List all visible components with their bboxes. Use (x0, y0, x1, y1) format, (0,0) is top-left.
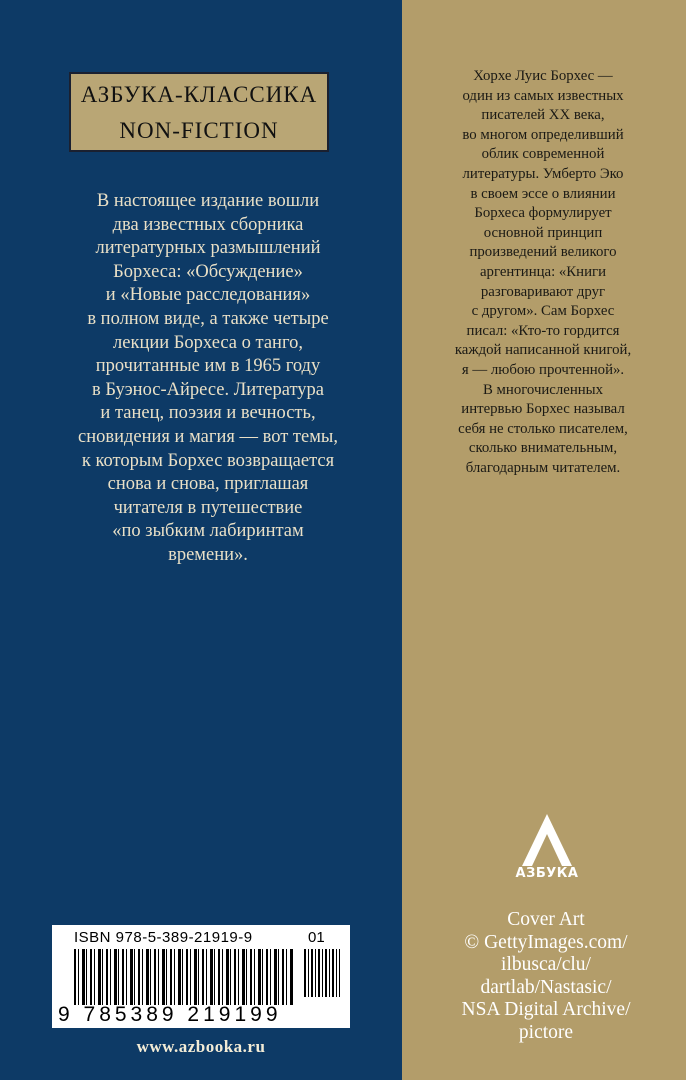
barcode-bars (74, 949, 294, 1005)
blurb-line: к которым Борхес возвращается (81, 450, 335, 471)
about-line: каждой написанной книгой, (454, 342, 632, 359)
series-label-box (69, 72, 329, 152)
about-line: в своем эссе о влиянии (470, 185, 616, 202)
blurb-line: и «Новые расследования» (105, 285, 311, 306)
about-line: с другом». Сам Борхес (471, 303, 615, 320)
about-line: благодарным читателем. (465, 459, 621, 476)
blurb-line: сновидения и магия — вот темы, (77, 426, 338, 447)
blurb-line: в полном виде, а также четыре (87, 308, 329, 329)
barcode-addon: 01 (308, 929, 325, 946)
blurb-line: два известных сборника (112, 214, 304, 235)
credit-line: pictore (518, 1021, 574, 1043)
credit-line: Cover Art (507, 909, 585, 930)
about-line: сколько внимательным, (468, 440, 618, 457)
book-blurb (34, 190, 382, 568)
about-line: литературы. Умберто Эко (462, 165, 624, 182)
about-line: Борхеса формулирует (474, 205, 612, 222)
about-line: В многочисленных (482, 381, 604, 398)
credit-line: ilbusca/clu/ (501, 954, 591, 975)
blurb-line: лекции Борхеса о танго, (113, 332, 303, 353)
blurb-line: В настоящее издание вошли (96, 191, 320, 211)
credit-line: NSA Digital Archive/ (461, 999, 631, 1020)
blurb-line: «по зыбким лабиринтам (112, 521, 304, 542)
about-line: облик современной (481, 146, 605, 163)
about-line: аргентинца: «Книги (479, 263, 607, 280)
about-line: писателей XX века, (481, 107, 605, 124)
blurb-line: и танец, поэзия и вечность, (100, 403, 316, 424)
about-line: я — любою прочтенной». (461, 361, 625, 378)
about-line: разговаривают друг (480, 283, 606, 300)
credit-line: © GettyImages.com/ (464, 931, 628, 953)
about-line: произведений великого (469, 244, 617, 261)
credit-line: dartlab/Nastasic/ (480, 976, 612, 998)
series-title: АЗБУКА-КЛАССИКА (80, 82, 318, 107)
isbn-number: ISBN 978-5-389-21919-9 (74, 929, 253, 946)
blurb-line: времени». (168, 544, 248, 565)
publisher-website: www.azbooka.ru (136, 1037, 266, 1056)
about-line: Хорхе Луис Борхес — (473, 68, 613, 84)
blurb-line: Борхеса: «Обсуждение» (113, 261, 303, 282)
blurb-line: литературных размышлений (95, 238, 321, 259)
azbuka-logo-icon (514, 812, 580, 868)
blurb-line: прочитанные им в 1965 году (95, 356, 321, 377)
barcode-addon-bars (304, 949, 340, 997)
cover-art-credits (430, 909, 662, 1044)
about-line: себя не столько писателем, (458, 420, 628, 437)
isbn-barcode (52, 925, 350, 1028)
blurb-line: читателя в путешествие (113, 497, 303, 518)
about-line: один из самых известных (462, 87, 624, 104)
about-line: во многом определивший (462, 126, 624, 143)
about-line: основной принцип (483, 224, 603, 241)
about-line: интервью Борхес называл (461, 401, 625, 418)
series-subtitle: NON-FICTION (119, 118, 279, 143)
blurb-line: снова и снова, приглашая (107, 474, 309, 495)
barcode-digits: 9 785389 219199 (58, 1003, 282, 1026)
publisher-name: АЗБУКА (515, 866, 579, 881)
about-line: писал: «Кто-то гордится (466, 322, 620, 339)
author-description (412, 67, 674, 478)
publisher-logo (514, 812, 580, 882)
blurb-line: в Буэнос-Айресе. Литература (91, 379, 325, 400)
